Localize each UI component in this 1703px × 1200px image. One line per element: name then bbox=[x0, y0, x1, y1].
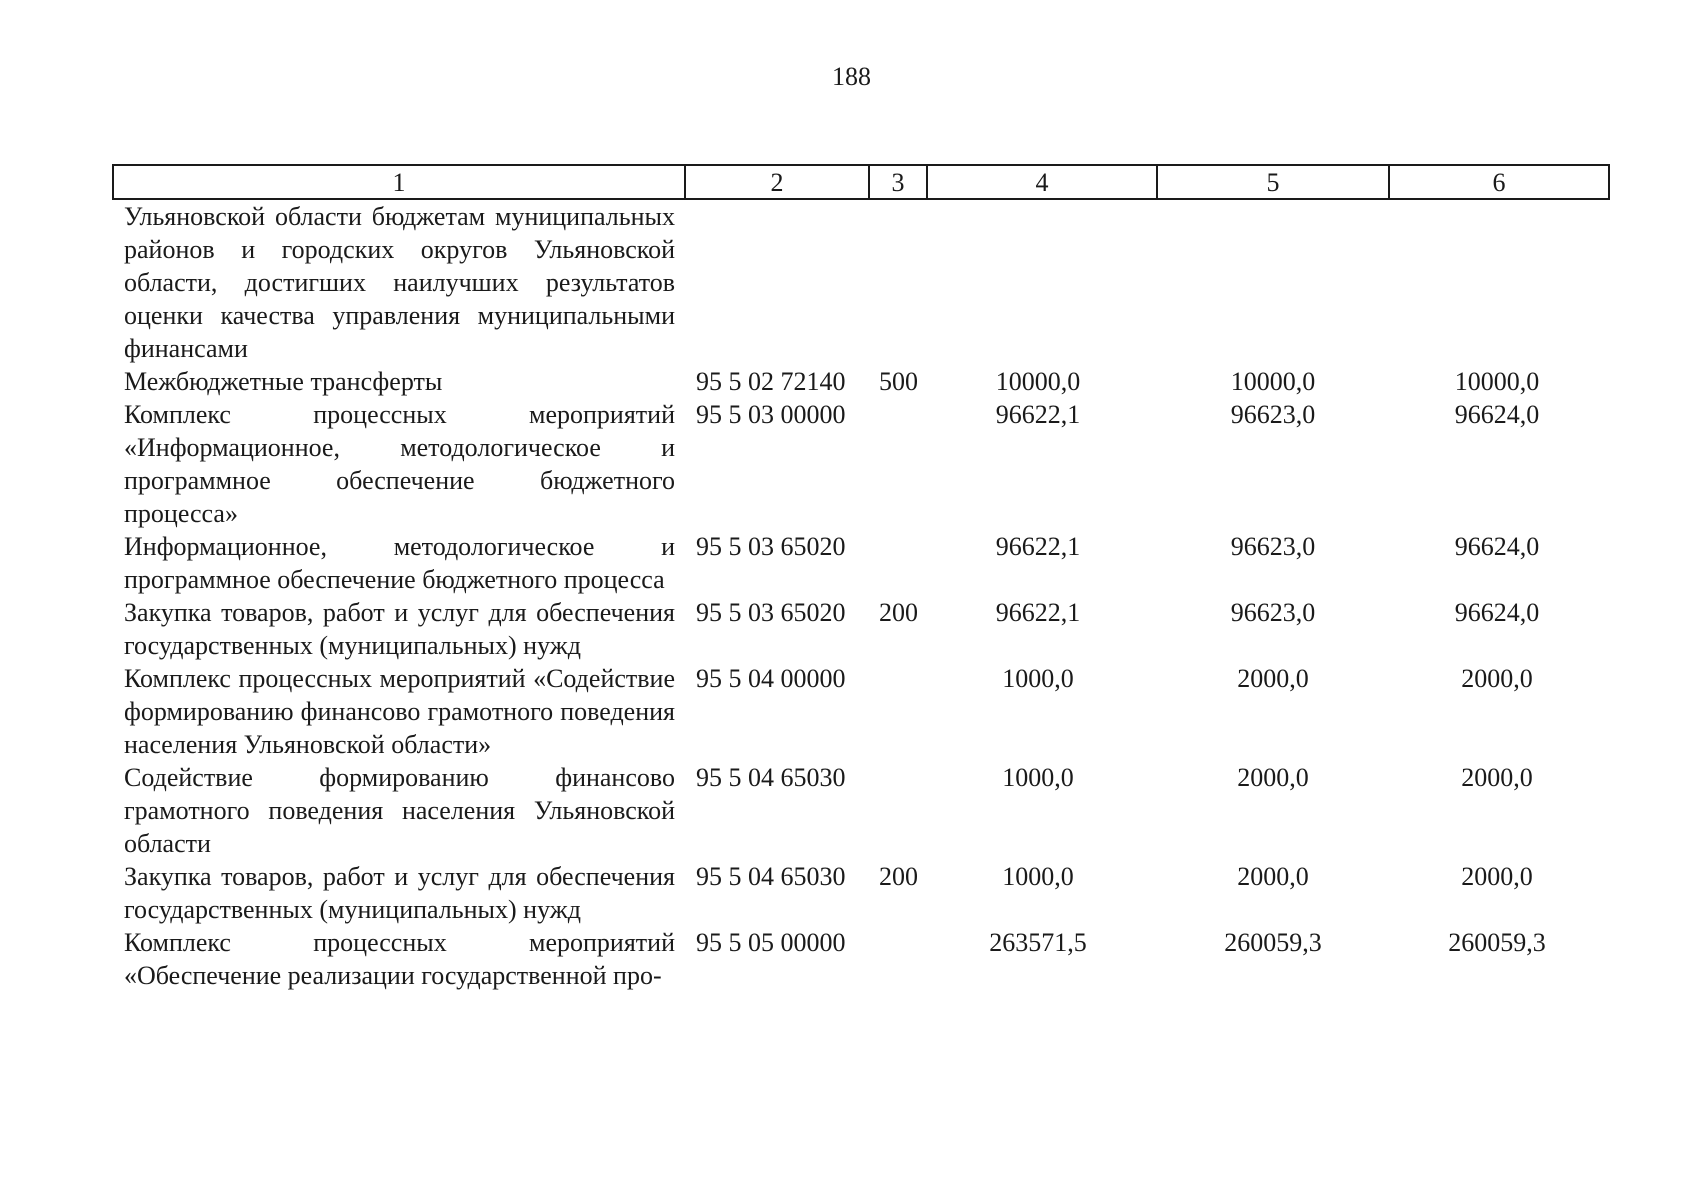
table-row bbox=[113, 530, 1609, 596]
table-row bbox=[113, 662, 1609, 761]
row-amount-col4: 96622,1 bbox=[995, 598, 1081, 627]
row-amount-col4: 1000,0 bbox=[1002, 763, 1074, 792]
row-amount-col6: 2000,0 bbox=[1461, 862, 1533, 891]
table-row bbox=[113, 398, 1609, 530]
row-amount-col5: 260059,3 bbox=[1224, 928, 1322, 957]
row-code: 95 5 04 65030 bbox=[696, 862, 846, 891]
row-amount-col6 bbox=[1389, 199, 1609, 365]
row-name: Содействие формированию финансово грамотного поведения населения Ульяновской области bbox=[124, 763, 675, 858]
row-amount-col6: 96624,0 bbox=[1454, 532, 1540, 561]
table-row bbox=[113, 365, 1609, 398]
row-name: Комплекс процессных мероприятий «Информационное, методологическое и программное обеспечение бюджетного процесса» bbox=[124, 400, 675, 528]
row-amount-col4: 1000,0 bbox=[1002, 862, 1074, 891]
table-row bbox=[113, 860, 1609, 926]
row-code bbox=[685, 199, 869, 365]
row-amount-col5: 96623,0 bbox=[1230, 598, 1316, 627]
row-code: 95 5 05 00000 bbox=[696, 928, 846, 957]
row-name: Информационное, методологическое и программное обеспечение бюджетного процесса bbox=[124, 532, 675, 594]
row-code: 95 5 04 65030 bbox=[696, 763, 846, 792]
row-expense-type: 200 bbox=[879, 862, 918, 891]
row-expense-type bbox=[869, 926, 927, 992]
row-name: Закупка товаров, работ и услуг для обеспечения государственных (муниципальных) нужд bbox=[124, 862, 675, 924]
row-amount-col5: 96623,0 bbox=[1230, 532, 1316, 561]
table-row bbox=[113, 596, 1609, 662]
row-name: Межбюджетные трансферты bbox=[124, 367, 443, 396]
table-row bbox=[113, 761, 1609, 860]
table-body bbox=[113, 199, 1609, 992]
row-amount-col5: 2000,0 bbox=[1237, 664, 1309, 693]
row-amount-col5: 96623,0 bbox=[1230, 400, 1316, 429]
budget-table bbox=[112, 164, 1610, 992]
row-expense-type bbox=[869, 530, 927, 596]
row-amount-col5: 10000,0 bbox=[1230, 367, 1316, 396]
row-amount-col6: 2000,0 bbox=[1461, 763, 1533, 792]
row-name: Закупка товаров, работ и услуг для обеспечения государственных (муниципальных) нужд bbox=[124, 598, 675, 660]
row-amount-col6: 10000,0 bbox=[1454, 367, 1540, 396]
row-amount-col4: 96622,1 bbox=[995, 532, 1081, 561]
row-expense-type bbox=[869, 761, 927, 860]
row-name: Комплекс процессных мероприятий «Обеспечение реализации государственной про- bbox=[124, 928, 675, 990]
header-cell-4: 4 bbox=[927, 165, 1157, 199]
row-code: 95 5 03 65020 bbox=[696, 598, 846, 627]
row-expense-type: 500 bbox=[879, 367, 918, 396]
row-amount-col4: 96622,1 bbox=[995, 400, 1081, 429]
row-expense-type: 200 bbox=[879, 598, 918, 627]
header-row bbox=[113, 165, 1609, 199]
table-row bbox=[113, 199, 1609, 365]
row-expense-type bbox=[869, 662, 927, 761]
row-code: 95 5 04 00000 bbox=[696, 664, 846, 693]
table-header bbox=[113, 165, 1609, 199]
page-number: 188 bbox=[832, 62, 871, 91]
row-amount-col5: 2000,0 bbox=[1237, 763, 1309, 792]
header-cell-3: 3 bbox=[869, 165, 927, 199]
row-amount-col4: 1000,0 bbox=[1002, 664, 1074, 693]
row-amount-col4: 263571,5 bbox=[989, 928, 1087, 957]
row-amount-col4: 10000,0 bbox=[995, 367, 1081, 396]
row-name: Ульяновской области бюджетам муниципальных районов и городских округов Ульяновской области, достигших наилучших результатов оценки качества управления муниципальными финансами bbox=[124, 202, 675, 363]
row-code: 95 5 03 00000 bbox=[696, 400, 846, 429]
row-amount-col6: 96624,0 bbox=[1454, 598, 1540, 627]
row-amount-col4 bbox=[927, 199, 1157, 365]
header-cell-6: 6 bbox=[1389, 165, 1609, 199]
row-amount-col6: 96624,0 bbox=[1454, 400, 1540, 429]
header-cell-2: 2 bbox=[685, 165, 869, 199]
row-amount-col6: 260059,3 bbox=[1448, 928, 1546, 957]
row-code: 95 5 02 72140 bbox=[696, 367, 846, 396]
row-code: 95 5 03 65020 bbox=[696, 532, 846, 561]
row-amount-col5 bbox=[1157, 199, 1389, 365]
header-cell-1: 1 bbox=[113, 165, 685, 199]
table-row bbox=[113, 926, 1609, 992]
row-amount-col5: 2000,0 bbox=[1237, 862, 1309, 891]
row-name: Комплекс процессных мероприятий «Содействие формированию финансово грамотного поведения населения Ульяновской области» bbox=[124, 664, 675, 759]
row-amount-col6: 2000,0 bbox=[1461, 664, 1533, 693]
header-cell-5: 5 bbox=[1157, 165, 1389, 199]
row-expense-type bbox=[869, 199, 927, 365]
row-expense-type bbox=[869, 398, 927, 530]
